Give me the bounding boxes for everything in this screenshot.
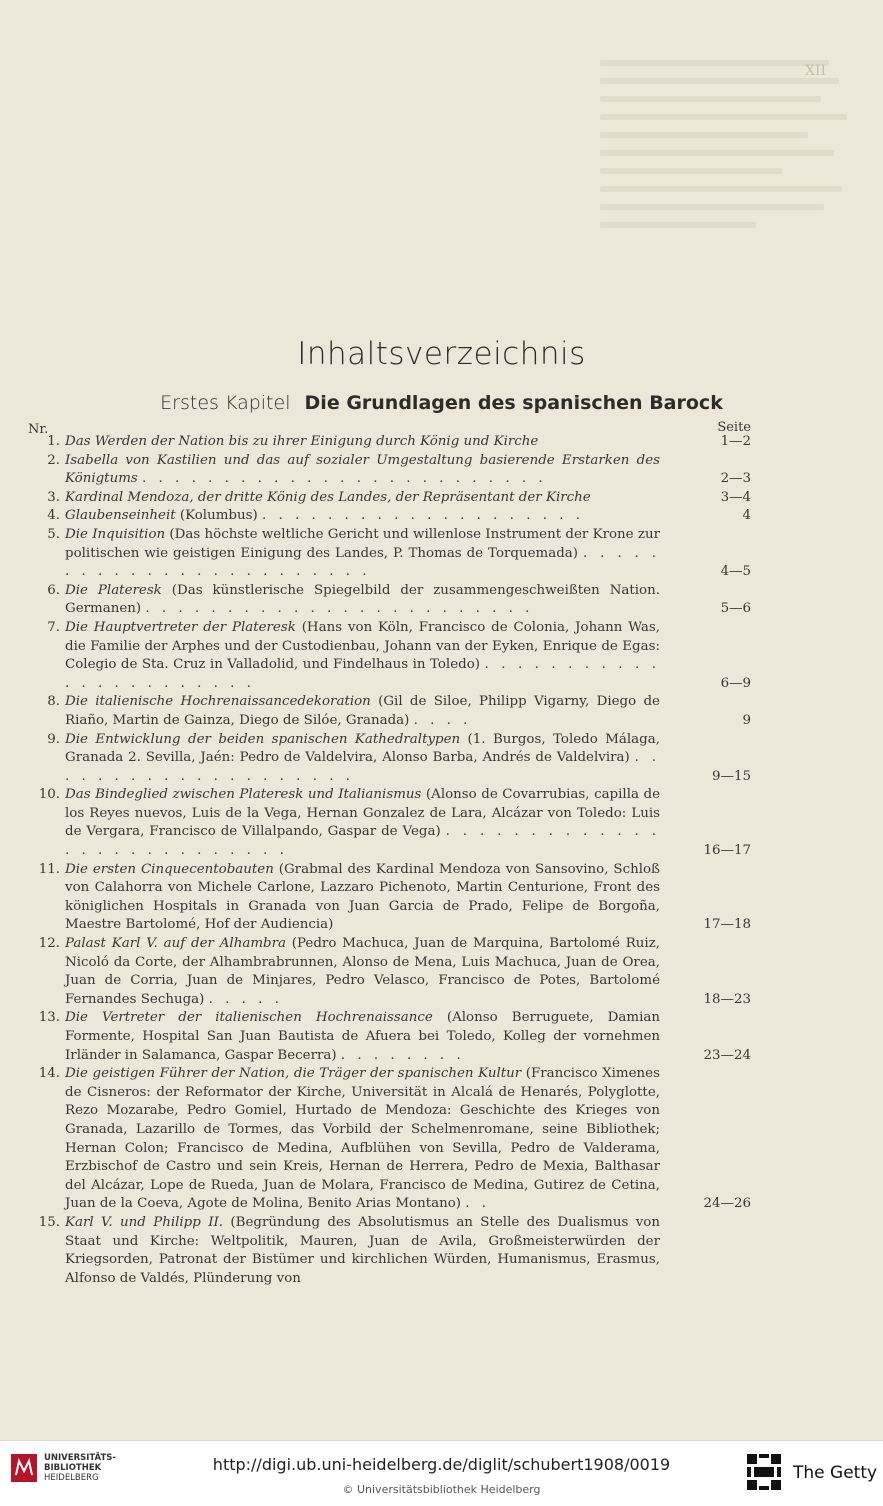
leader-dots: . . . . . . . . . . . . . . . . . . . . . . . . — [145, 601, 534, 617]
entry-text — [65, 693, 660, 730]
entry-number: 4. — [47, 508, 60, 524]
entry-text — [65, 452, 660, 489]
toc-entry — [0, 507, 883, 526]
entry-number: 3. — [47, 489, 60, 505]
toc-entry — [0, 935, 883, 1009]
entry-page-range: 2—3 — [720, 471, 751, 487]
entry-title: Karl V. und Philipp II. — [65, 1214, 224, 1230]
entry-page-range: 4 — [742, 508, 751, 524]
entry-page-range: 1—2 — [720, 434, 751, 449]
entry-title: Die Entwicklung der beiden spanischen Kathedraltypen — [65, 731, 461, 747]
permalink-url[interactable]: http://digi.ub.uni-heidelberg.de/diglit/schubert1908/0019 — [212, 1455, 671, 1474]
entry-title: Kardinal Mendoza, der dritte König des Landes, der Repräsentant der Kirche — [65, 489, 591, 505]
column-header-nr: Nr. — [28, 422, 49, 437]
entry-title: Die ersten Cinquecentobauten — [65, 861, 274, 877]
toc-entry — [0, 619, 883, 693]
entry-description: (1. Burgos, Toledo Málaga, Granada 2. Sevilla, Jaén: Pedro de Valdelvira, Alonso Barba, Andrés de Valdelvira) — [65, 731, 660, 766]
leader-dots: . . — [465, 1196, 491, 1212]
entry-text — [65, 489, 660, 508]
getty-logo-text: The Getty — [793, 1463, 878, 1483]
entry-text — [65, 619, 660, 693]
column-header-seite: Seite — [717, 420, 751, 435]
getty-logo-icon — [745, 1452, 783, 1492]
entry-number: 2. — [47, 452, 60, 468]
toc-entry — [0, 582, 883, 619]
entry-title: Die Plateresk — [65, 582, 162, 598]
leader-dots: . . . . . — [208, 991, 283, 1007]
entry-text — [65, 786, 660, 860]
toc-entry — [0, 1009, 883, 1065]
entry-title: Das Bindeglied zwischen Plateresk und Italianismus — [65, 787, 422, 803]
entry-number: 5. — [47, 526, 60, 542]
entry-number: 10. — [38, 787, 60, 803]
toc-entry — [0, 526, 883, 582]
ghost-page-number: XII — [805, 63, 827, 79]
chapter-label: Erstes Kapitel — [160, 392, 291, 414]
chapter-heading — [0, 392, 883, 414]
entry-page-range: 16—17 — [703, 843, 751, 859]
leader-dots: . . . . . . . . — [340, 1047, 465, 1063]
entry-text — [65, 1009, 660, 1065]
entry-text — [65, 731, 660, 787]
toc-entry — [0, 861, 883, 935]
toc-entry — [0, 786, 883, 860]
entry-title: Die geistigen Führer der Nation, die Träger der spanischen Kultur — [65, 1066, 522, 1082]
entry-title: Das Werden der Nation bis zu ihrer Einigung durch König und Kirche — [65, 434, 539, 449]
entry-description: (Begründung des Absolutismus an Stelle des Dualismus von Staat und Kirche: Weltpolitik, Mauren, Juan de Avila, Großmeisterwürden der Kriegsorden, Patronat der Bistümer und kirchlichen Würden, Humanismus, Erasmus, Alfonso de Valdés, Plünderung von — [65, 1214, 660, 1286]
entry-page-range: 6—9 — [720, 675, 751, 691]
entry-description: (Kolumbus) — [175, 508, 258, 524]
entry-page-range: 17—18 — [703, 917, 751, 933]
entry-title: Die italienische Hochrenaissancedekoration — [65, 694, 371, 710]
entry-description: (Francisco Ximenes de Cisneros: der Reformator der Kirche, Universität in Alcalá de Henarés, Polyglotte, Rezo Mozarabe, Pedro Gomiel, Hurtado de Mendoza: Geschichte des Krieges von Granada, Lazarillo de Tormes, das Vorbild der Schelmenromane, seine Bibliothek; Hernan Colon; Francisco de Medina, Aufblühen von Sevilla, Pedro de Valderama, Erzbischof de Castro und sein Kreis, Hernan de Herrera, Pedro de Mexia, Balthasar del Alcázar, Lope de Rueda, Juan de Molara, Francisco de Medina, Gutirez de Cetina, Juan de la Coeva, Agote de Molina, Benito Arias Montano) — [65, 1066, 660, 1212]
entry-number: 7. — [47, 619, 60, 635]
page-title: Inhaltsverzeichnis — [297, 336, 586, 372]
entry-title: Die Inquisition — [65, 526, 166, 542]
entry-page-range: 3—4 — [720, 489, 751, 505]
toc-entry — [0, 693, 883, 730]
entry-page-range: 9 — [742, 712, 751, 728]
toc-entry — [0, 1214, 883, 1288]
entry-text — [65, 433, 660, 452]
entry-number: 1. — [47, 434, 60, 449]
entry-number: 12. — [38, 936, 60, 952]
entry-title: Glaubenseinheit — [65, 508, 176, 524]
toc-entry — [0, 433, 883, 452]
entry-text — [65, 526, 660, 582]
entry-page-range: 5—6 — [720, 601, 751, 617]
entry-number: 8. — [47, 694, 60, 710]
entry-page-range: 18—23 — [703, 991, 751, 1007]
university-library-logo-text: UNIVERSITÄTS- BIBLIOTHEK HEIDELBERG — [44, 1453, 116, 1483]
entry-text — [65, 1214, 660, 1288]
entry-title: Die Vertreter der italienischen Hochrenaissance — [65, 1010, 433, 1026]
toc-entry — [0, 489, 883, 508]
toc-entry — [0, 1065, 883, 1214]
entry-text — [65, 861, 660, 935]
chapter-name: Die Grundlagen des spanischen Barock — [304, 392, 723, 414]
entry-title: Isabella von Kastilien und das auf sozialer Umgestaltung basierende Erstarken des Königtums — [65, 452, 660, 487]
leader-dots: . . . . . . . . . . . . . . . . . . . . . . . — [65, 657, 661, 691]
leader-dots: . . . . . . . . . . . . . . . . . . . . — [65, 750, 660, 784]
entry-number: 6. — [47, 582, 60, 598]
bleed-through-text — [600, 60, 860, 340]
entry-text — [65, 1065, 660, 1214]
entry-description: (Das künstlerische Spiegelbild der zusammengeschweißten Nation. Germanen) — [65, 582, 660, 617]
toc-entry — [0, 731, 883, 787]
entry-number: 14. — [38, 1066, 60, 1082]
toc-list — [0, 433, 883, 1288]
entry-number: 9. — [47, 731, 60, 747]
entry-text — [65, 582, 660, 619]
leader-dots: . . . . . . . . . . . . . . . . . . . . . . . . — [65, 545, 661, 580]
viewer-footer — [0, 1440, 883, 1506]
entry-description: (Pedro Machuca, Juan de Marquina, Bartolomé Ruiz, Nicoló da Corte, der Alhambrabrunnen, Alonso de Mena, Luis Machuca, Juan de Orea, Juan de Corria, Juan de Minjares, Pedro Velasco, Francisco de Potes, Bartolomé Fernandes Sechuga) — [65, 936, 660, 1007]
entry-number: 11. — [38, 861, 60, 877]
entry-page-range: 23—24 — [703, 1047, 751, 1063]
entry-title: Die Hauptvertreter der Plateresk — [65, 619, 296, 635]
leader-dots: . . . . . . . . . . . . . . . . . . . . . . . . . — [142, 471, 547, 487]
entry-description: (Gil de Siloe, Philipp Vigarny, Diego de Riaño, Martin de Gainza, Diego de Silóe, Granada) — [65, 694, 660, 728]
leader-dots: . . . . . . . . . . . . . . . . . . . . . . . . . . . — [65, 824, 660, 859]
entry-page-range: 9—15 — [712, 768, 751, 784]
copyright-notice: © Universitätsbibliothek Heidelberg — [342, 1483, 541, 1496]
entry-number: 13. — [38, 1010, 60, 1026]
entry-description: (Das höchste weltliche Gericht und willenlose Instrument der Krone zur politischen wie geistigen Einigung des Landes, P. Thomas de Torquemada) — [65, 526, 660, 561]
entry-page-range: 4—5 — [720, 564, 751, 580]
leader-dots: . . . . — [413, 712, 472, 728]
entry-description: (Alonso Berruguete, Damian Formente, Hospital San Juan Bautista de Afuera bei Toledo, Kolleg der vornehmen Irländer in Salamanca, Gaspar Becerra) — [65, 1010, 660, 1063]
toc-entry — [0, 452, 883, 489]
entry-page-range: 24—26 — [703, 1196, 751, 1212]
entry-text — [65, 507, 660, 526]
entry-description: (Hans von Köln, Francisco de Colonia, Johann Was, die Familie der Arphes und der Custodienbau, Johann van der Eyken, Enrique de Egas: Colegio de Sta. Cruz in Valladolid, und Findelhaus in Toledo) — [65, 619, 660, 673]
leader-dots: . . . . . . . . . . . . . . . . . . . . — [261, 508, 584, 524]
entry-title: Palast Karl V. auf der Alhambra — [65, 936, 286, 952]
entry-text — [65, 935, 660, 1009]
entry-number: 15. — [38, 1214, 60, 1230]
entry-description: (Alonso de Covarrubias, capilla de los Reyes nuevos, Luis de la Vega, Hernan Gonzalez de Lara, Alcázar von Toledo: Luis de Vergara, Francisco de Villalpando, Gaspar de Vega) — [65, 787, 660, 840]
entry-description: (Grabmal des Kardinal Mendoza von Sansovino, Schloß von Calahorra von Michele Carlone, Lazzaro Pichenoto, Martin Centurione, Front des königlichen Hospitals in Granada von Juan Garcia de Prado, Felipe de Borgoña, Maestre Bartolomé, Hof der Audiencia) — [65, 861, 660, 933]
